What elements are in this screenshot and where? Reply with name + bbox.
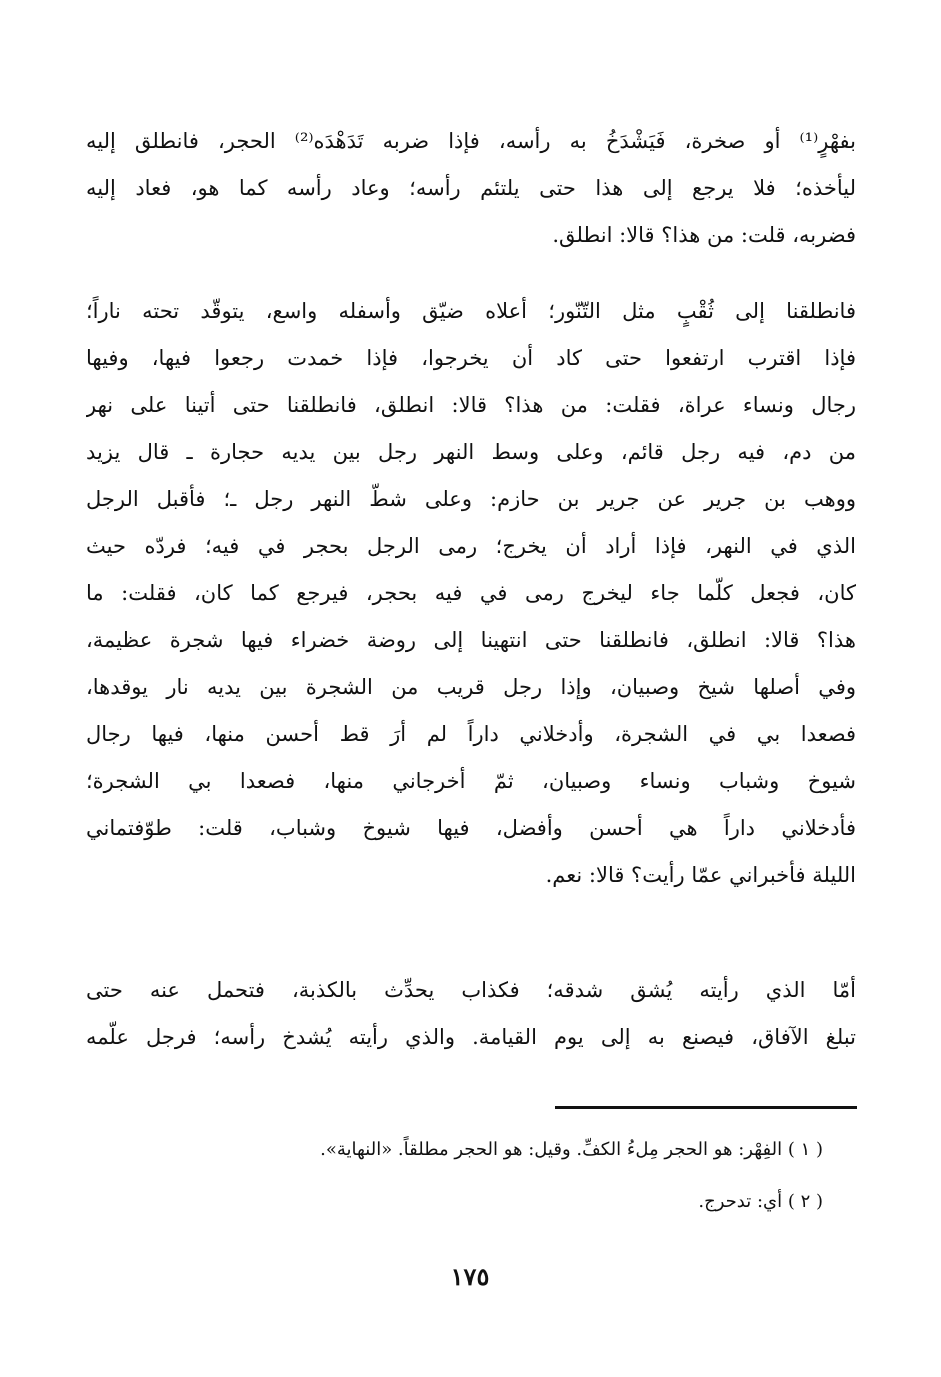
paragraph-3 (86, 967, 856, 1061)
text-line: كان، فجعل كلّما جاء ليخرج رمى في فيه بحجر، فيرجع كما كان، فقلت: ما (86, 581, 856, 605)
text-line: تبلغ الآفاق، فيصنع به إلى يوم القيامة. والذي رأيته يُشدخ رأسه؛ فرجل علّمه (86, 1025, 856, 1049)
page-number: ١٧٥ (450, 1262, 490, 1291)
text-line: من دم، فيه رجل قائم، وعلى وسط النهر رجل بين يديه حجارة ـ قال يزيد (86, 440, 856, 464)
text-line: بفهْرٍ⁽¹⁾ أو صخرة، فَيَشْدَخُ به رأسه، فإذا ضربه تَدَهْدَه⁽²⁾ الحجر، فانطلق إليه (86, 129, 856, 153)
footnote-separator (555, 1106, 857, 1109)
text-line: فإذا اقترب ارتفعوا حتى كاد أن يخرجوا، فإذا خمدت رجعوا فيها، وفيها (86, 346, 856, 370)
text-line: شيوخ وشباب ونساء وصبيان، ثمّ أخرجاني منها، فصعدا بي الشجرة؛ (86, 769, 856, 793)
text-line: وفي أصلها شيخ وصبيان، وإذا رجل قريب من الشجرة بين يديه نار يوقدها، (86, 675, 856, 699)
paragraph-1 (86, 118, 856, 259)
text-line: فانطلقنا إلى ثُقْبٍ مثل التّنّور؛ أعلاه ضيّق وأسفله واسع، يتوقّد تحته ناراً؛ (86, 299, 856, 323)
paragraph-2 (86, 288, 856, 899)
footnote-1: ( ١ ) الفِهْر: هو الحجر مِلءُ الكفِّ. وقيل: هو الحجر مطلقاً. «النهاية». (320, 1139, 823, 1160)
text-line: الليلة فأخبراني عمّا رأيت؟ قالا: نعم. (545, 863, 856, 887)
text-line: هذا؟ قالا: انطلق، فانطلقنا حتى انتهينا إلى روضة خضراء فيها شجرة عظيمة، (86, 628, 856, 652)
text-line: فأدخلاني داراً هي أحسن وأفضل، فيها شيوخ وشباب، قلت: طوّفتماني (86, 816, 856, 840)
text-line: رجال ونساء عراة، فقلت: من هذا؟ قالا: انطلق، فانطلقنا حتى أتينا على نهر (86, 393, 856, 417)
text-line: ووهب بن جرير عن جرير بن حازم: وعلى شطّ النهر رجل ـ؛ فأقبل الرجل (86, 487, 856, 511)
text-line: ليأخذه؛ فلا يرجع إلى هذا حتى يلتئم رأسه؛ وعاد رأسه كما هو، فعاد إليه (86, 176, 856, 200)
text-line: فصعدا بي في الشجرة، وأدخلاني داراً لم أرَ قط أحسن منها، فيها رجال (86, 722, 856, 746)
text-line: فضربه، قلت: من هذا؟ قالا: انطلق. (552, 223, 856, 247)
footnotes (223, 1130, 823, 1234)
text-line: أمّا الذي رأيته يُشق شدقه؛ فكذاب يحدِّث بالكذبة، فتحمل عنه حتى (86, 978, 856, 1002)
footnote-2: ( ٢ ) أي: تدحرج. (698, 1191, 823, 1212)
text-line: الذي في النهر، فإذا أراد أن يخرج؛ رمى الرجل بحجر في فيه؛ فردّه حيث (86, 534, 856, 558)
